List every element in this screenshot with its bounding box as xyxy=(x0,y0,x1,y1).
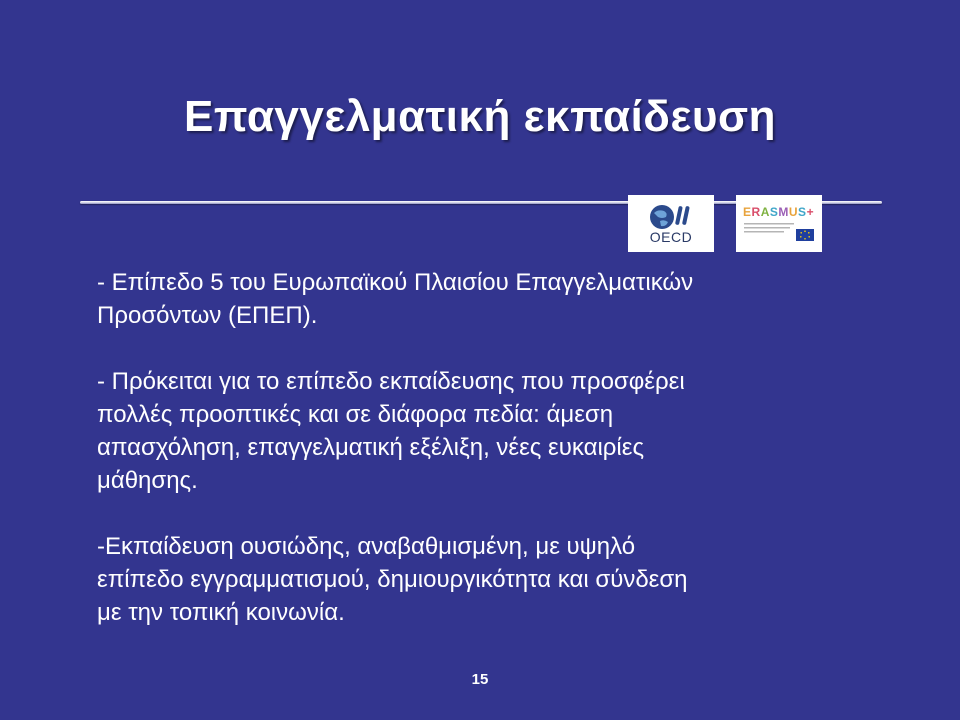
erasmus-logo xyxy=(736,195,822,252)
bullet-paragraph-2: - Πρόκειται για το επίπεδο εκπαίδευσης που προσφέρει πολλές προοπτικές και σε διάφορα πεδία: άμεση απασχόληση, επαγγελματική εξέλιξη, νέες ευκαιρίες μάθησης. xyxy=(97,368,685,494)
erasmus-letter: E xyxy=(743,205,752,219)
erasmus-letter: S xyxy=(798,205,807,219)
erasmus-letter: + xyxy=(806,205,815,219)
erasmus-tagline-graphic xyxy=(744,221,798,237)
oecd-globe-icon xyxy=(648,203,694,231)
page-number: 15 xyxy=(471,671,489,688)
slide-body xyxy=(97,266,817,662)
erasmus-letter: S xyxy=(769,205,779,219)
slide-title: Επαγγελματική εκπαίδευση xyxy=(184,92,776,141)
erasmus-letter: U xyxy=(788,205,799,219)
erasmus-letter: R xyxy=(751,205,761,219)
erasmus-letter: A xyxy=(760,205,770,219)
erasmus-letter: M xyxy=(778,205,789,219)
oecd-logo xyxy=(628,195,714,252)
bullet-paragraph-1: - Επίπεδο 5 του Ευρωπαϊκού Πλαισίου Επαγγελματικών Προσόντων (ΕΠΕΠ). xyxy=(97,269,694,329)
bullet-paragraph-3: -Εκπαίδευση ουσιώδης, αναβαθμισμένη, με υψηλό επίπεδο εγγραμματισμού, δημιουργικότητα και σύνδεση με την τοπική κοινωνία. xyxy=(97,533,688,626)
erasmus-logo-text xyxy=(743,205,814,219)
eu-flag-icon xyxy=(796,229,814,241)
oecd-logo-text: OECD xyxy=(649,229,693,245)
